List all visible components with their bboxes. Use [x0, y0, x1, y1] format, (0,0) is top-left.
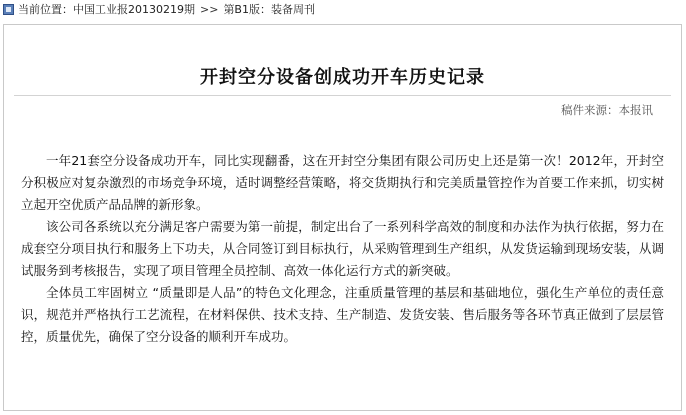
breadcrumb-label: 当前位置： [18, 3, 73, 16]
article-source: 稿件来源：本报讯 [561, 103, 653, 117]
article-paragraph: 全体员工牢固树立 “质量即是人品”的特色文化理念，注重质量管理的基层和基础地位，强化生产单位的责任意识，规范并严格执行工艺流程，在材料保供、技术支持、生产制造、发货安装、售后服务等各环节真正做到了层层管控，质量优先，确保了空分设备的顺利开车成功。 [21, 285, 664, 344]
article-paragraph: 一年21套空分设备成功开车，同比实现翻番，这在开封空分集团有限公司历史上还是第一次！2012年，开封空分积极应对复杂激烈的市场竞争环境，适时调整经营策略，将交货期执行和完美质量管控作为首要工作来抓，切实树立起开空优质产品品牌的新形象。 [21, 153, 664, 212]
breadcrumb-section-link[interactable]: 第B1版：装备周刊 [223, 3, 315, 16]
article-body [21, 150, 664, 348]
location-icon [3, 4, 14, 15]
title-divider [14, 95, 671, 96]
breadcrumb-issue-link[interactable]: 中国工业报20130219期 [73, 3, 195, 16]
breadcrumb-separator: >> [200, 2, 219, 16]
article-panel [3, 24, 682, 411]
article-paragraph: 该公司各系统以充分满足客户需要为第一前提，制定出台了一系列科学高效的制度和办法作为执行依据，努力在成套空分项目执行和服务上下功夫，从合同签订到目标执行，从采购管理到生产组织，从发货运输到现场安装，从调试服务到考核报告，实现了项目管理全员控制、高效一体化运行方式的新突破。 [21, 219, 664, 278]
article-title: 开封空分设备创成功开车历史记录 [200, 67, 485, 88]
breadcrumb-bar [0, 0, 686, 18]
